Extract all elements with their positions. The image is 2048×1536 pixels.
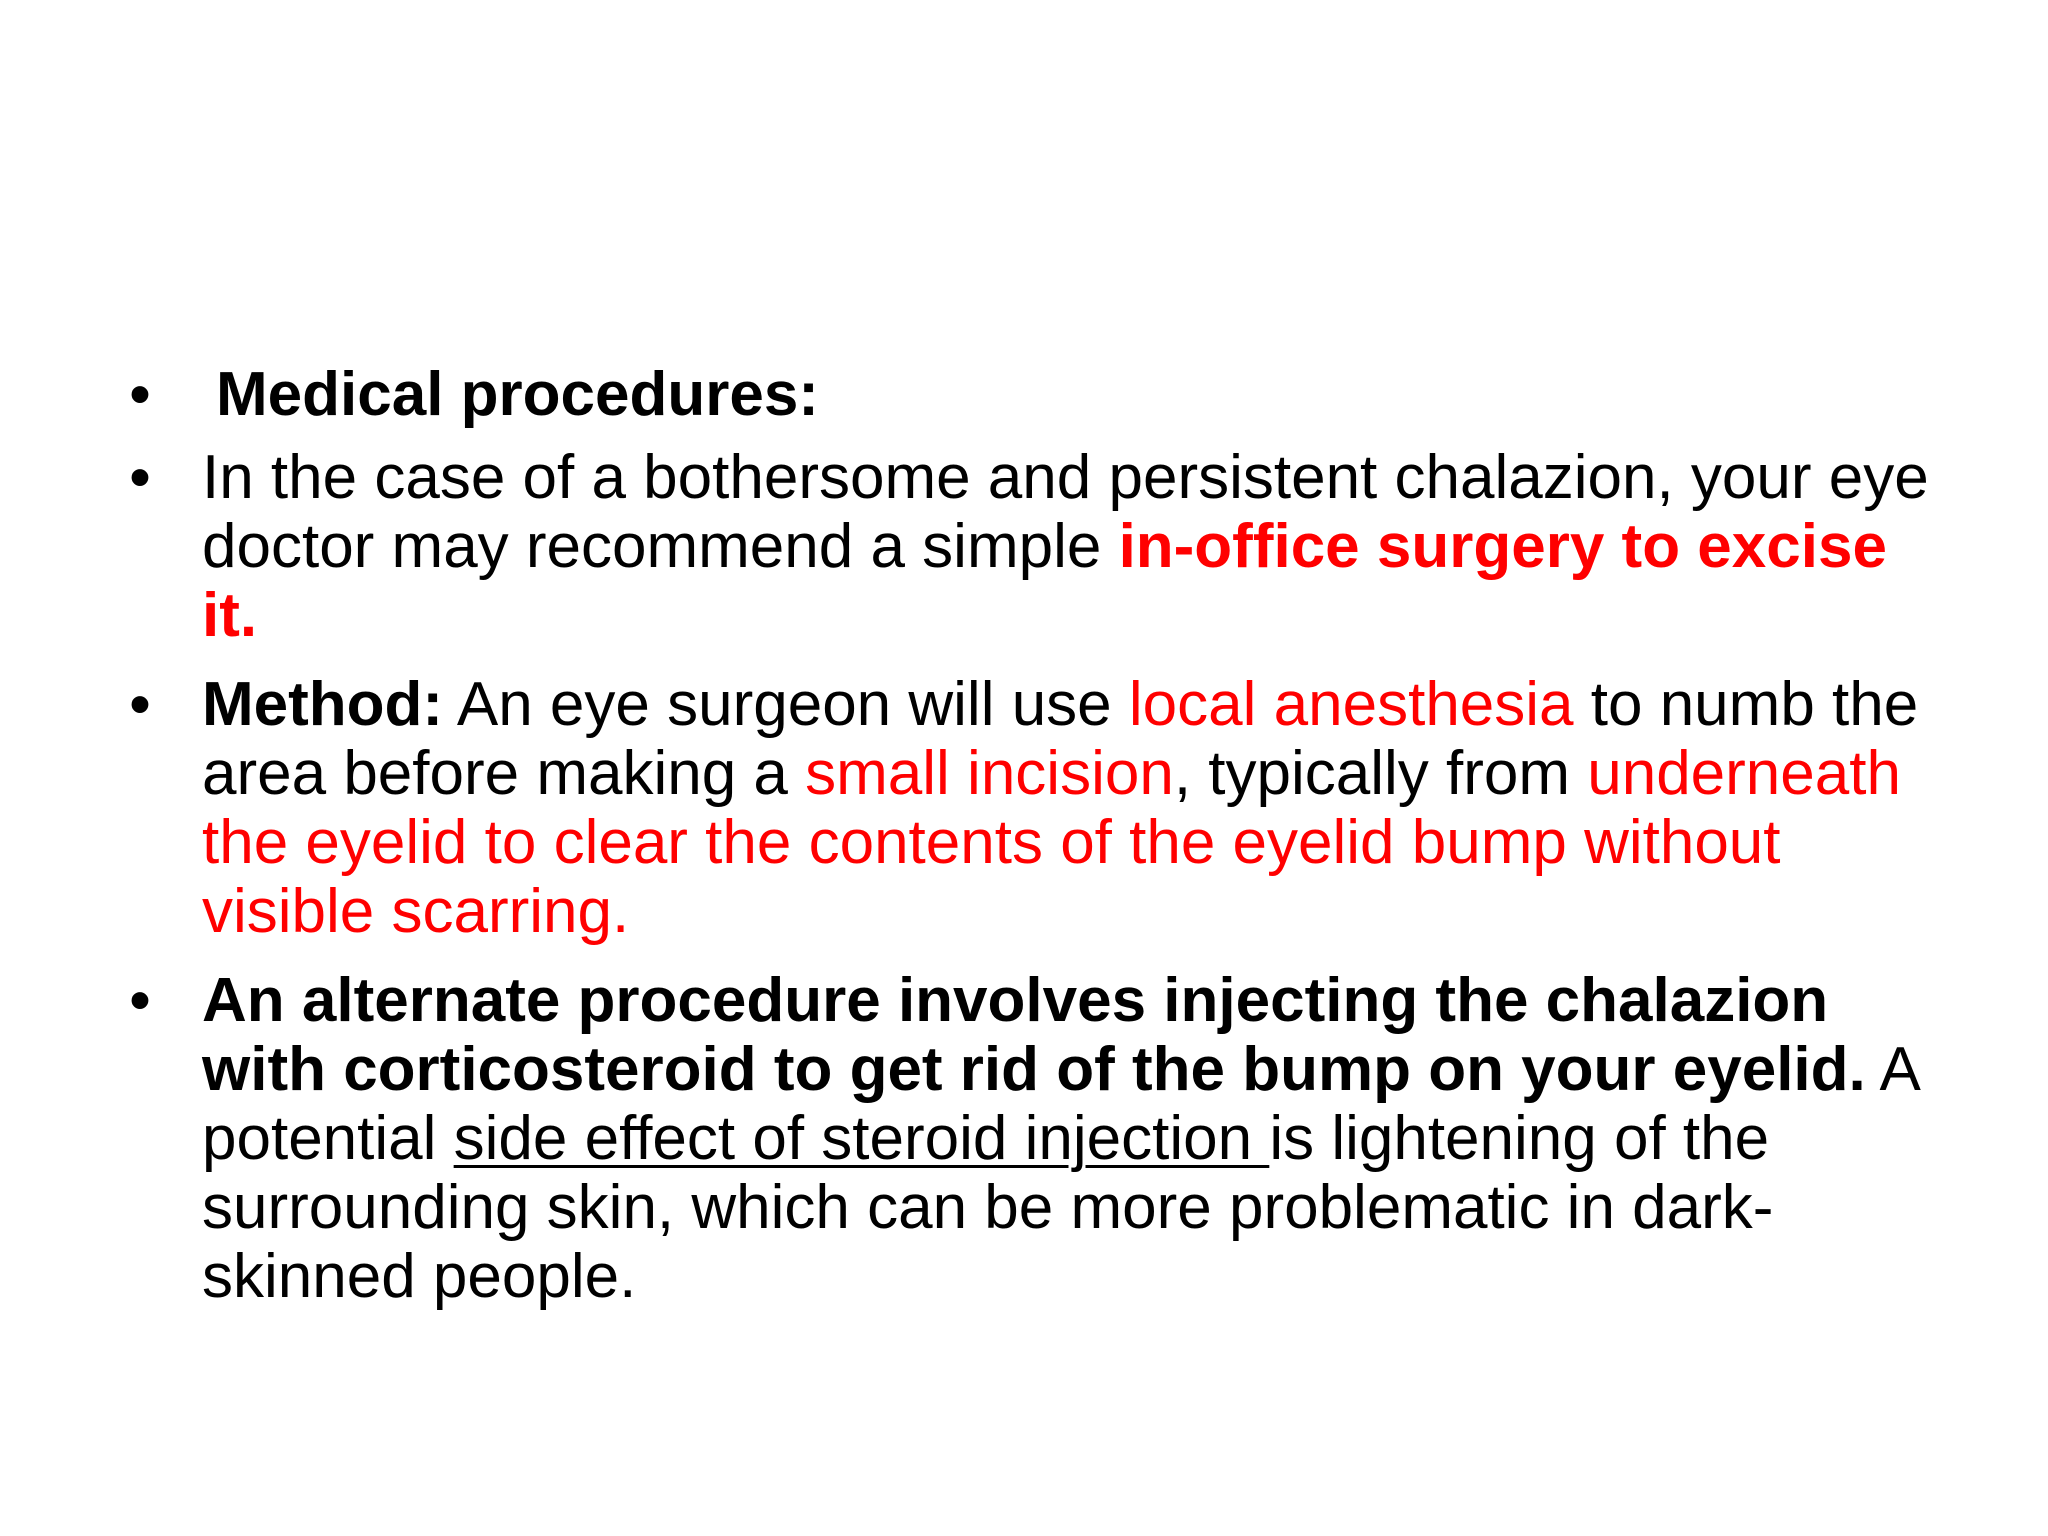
bullet-item-method [120, 670, 1940, 946]
bullet-icon: • [129, 443, 151, 512]
bullet-text: In the case of a bothersome and persistent chalazion, your eye doctor may recommend a simple [202, 443, 1929, 581]
underlined-text: side effect of steroid injection [453, 1104, 1270, 1173]
highlighted-text: local anesthesia [1128, 670, 1574, 739]
highlighted-text: small incision [805, 739, 1174, 808]
bullet-item-alternate-procedure [120, 966, 1940, 1311]
bullet-icon: • [129, 966, 151, 1035]
bullet-text: is lightening of the surrounding skin, which can be more problematic in dark-skinned people. [202, 1104, 1774, 1311]
highlighted-text: underneath the eyelid to clear the contents of the eyelid bump without visible scarring. [202, 739, 1901, 946]
method-label: Method: [202, 670, 444, 739]
bullet-text: A potential [202, 1035, 1918, 1173]
section-heading: Medical procedures: [216, 360, 819, 429]
bold-statement: An alternate procedure involves injecting the chalazion with corticosteroid to get rid of the bump on your eyelid. [202, 966, 1866, 1104]
bullet-text: An eye surgeon will use [443, 670, 1129, 739]
bullet-list [120, 360, 1940, 1331]
bullet-icon: • [129, 670, 151, 739]
bullet-text: , typically from [1173, 739, 1588, 808]
bullet-text: to numb the area before making a [202, 670, 1919, 808]
highlighted-text: in-office surgery to excise it. [202, 512, 1887, 650]
bullet-item-medical-procedures [120, 360, 1940, 429]
bullet-item-surgery [120, 443, 1940, 650]
bullet-icon: • [129, 360, 151, 429]
